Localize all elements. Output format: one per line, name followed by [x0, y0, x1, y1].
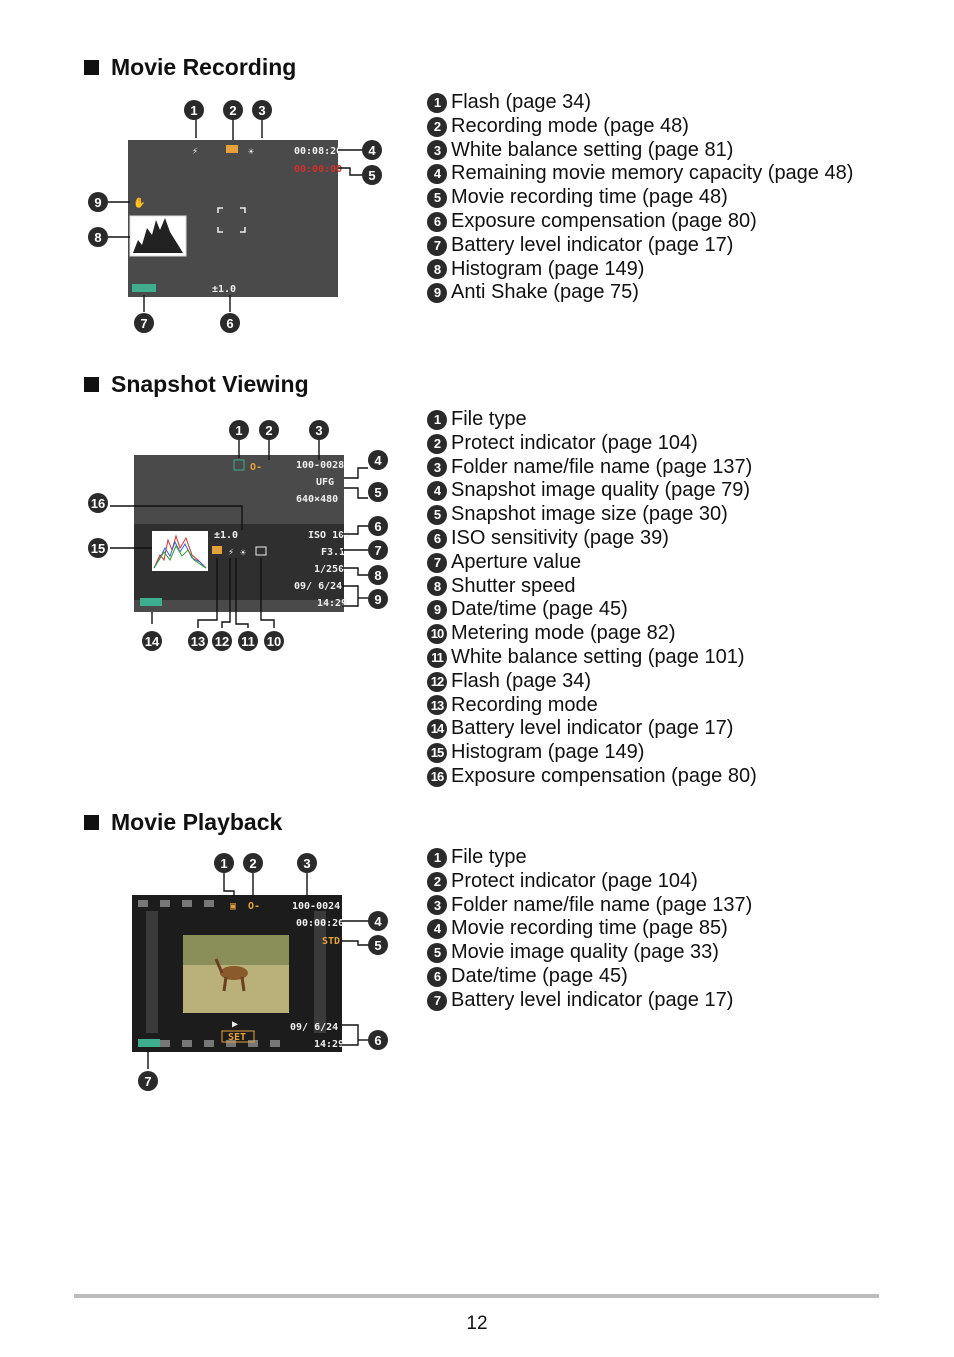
svg-text:6: 6 — [226, 316, 234, 331]
svg-text:13: 13 — [190, 634, 206, 649]
protect-key-icon: O- — [248, 901, 261, 912]
movie-mode-icon — [226, 145, 238, 153]
legend-item — [427, 162, 853, 186]
callout-7 — [368, 540, 388, 560]
legend-text: Folder name/file name (page 137) — [451, 455, 753, 478]
snapshot-viewing-diagram — [80, 410, 410, 660]
movie-type-icon: ▣ — [230, 901, 237, 912]
legend-item — [427, 479, 757, 503]
svg-text:6: 6 — [374, 519, 382, 534]
exposure-compensation: ±1.0 — [214, 530, 239, 541]
number-badge: 9 — [427, 283, 447, 303]
svg-text:15: 15 — [90, 541, 106, 556]
legend-text: Battery level indicator (page 17) — [451, 988, 734, 1011]
legend-snapshot-viewing — [427, 408, 757, 789]
page-number: 12 — [466, 1313, 488, 1334]
time-value: 14:29 — [317, 598, 348, 609]
legend-item — [427, 139, 853, 163]
legend-text: White balance setting (page 101) — [451, 645, 745, 668]
svg-text:9: 9 — [94, 195, 102, 210]
svg-text:2: 2 — [229, 103, 237, 118]
flash-icon: ⚡ — [192, 146, 199, 157]
svg-text:11: 11 — [241, 634, 255, 649]
callout-6 — [368, 516, 388, 536]
number-badge: 15 — [427, 743, 447, 763]
legend-item — [427, 765, 757, 789]
callout-16 — [88, 493, 108, 513]
legend-text: Histogram (page 149) — [451, 741, 645, 764]
legend-item — [427, 941, 752, 965]
legend-text: Shutter speed — [451, 574, 576, 597]
svg-text:1: 1 — [220, 856, 228, 871]
shutter-speed: 1/250 — [314, 564, 345, 575]
callout-13 — [188, 631, 208, 651]
svg-text:4: 4 — [374, 453, 382, 468]
number-badge: 6 — [427, 212, 447, 232]
legend-item — [427, 846, 752, 870]
image-size: 640×480 — [296, 494, 339, 505]
section-title-movie-playback — [84, 809, 282, 836]
svg-text:9: 9 — [374, 592, 382, 607]
movie-quality: STD — [322, 936, 341, 947]
legend-text: Movie recording time (page 85) — [451, 917, 728, 940]
svg-text:8: 8 — [94, 230, 102, 245]
date-value: 09/ 6/24 — [294, 581, 343, 592]
callout-3 — [252, 100, 272, 120]
image-quality: UFG — [316, 477, 335, 488]
section-title-text: Movie Recording — [111, 54, 297, 80]
legend-item — [427, 894, 752, 918]
white-balance-icon: ☀ — [248, 147, 255, 158]
svg-text:2: 2 — [249, 856, 257, 871]
number-badge: 5 — [427, 505, 447, 525]
callout-3 — [309, 420, 329, 440]
legend-item — [427, 551, 757, 575]
number-badge: 6 — [427, 529, 447, 549]
legend-item — [427, 527, 757, 551]
svg-text:1: 1 — [235, 423, 243, 438]
square-bullet-icon — [84, 377, 99, 392]
number-badge: 3 — [427, 140, 447, 160]
number-badge: 10 — [427, 624, 447, 644]
aperture-value: F3.1 — [321, 547, 346, 558]
number-badge: 4 — [427, 481, 447, 501]
legend-text: White balance setting (page 81) — [451, 138, 734, 161]
callout-1 — [229, 420, 249, 440]
svg-text:2: 2 — [265, 423, 273, 438]
callout-11 — [238, 631, 258, 651]
svg-text:5: 5 — [374, 938, 382, 953]
callout-9 — [368, 589, 388, 609]
callout-2 — [243, 853, 263, 873]
anti-shake-icon: ✋ — [133, 198, 146, 209]
iso-value: ISO 100 — [308, 530, 351, 541]
callout-10 — [264, 631, 284, 651]
play-icon: ▶ — [232, 1019, 239, 1030]
svg-text:12: 12 — [214, 634, 230, 649]
callout-5 — [362, 165, 382, 185]
number-badge: 1 — [427, 848, 447, 868]
legend-item — [427, 646, 757, 670]
legend-item — [427, 258, 853, 282]
svg-text:4: 4 — [368, 143, 376, 158]
number-badge: 8 — [427, 576, 447, 596]
deer-shape — [220, 966, 248, 980]
svg-text:8: 8 — [374, 568, 382, 583]
time-value: 14:29 — [314, 1039, 345, 1050]
legend-text: Date/time (page 45) — [451, 598, 628, 621]
callout-4 — [368, 911, 388, 931]
set-label: SET — [228, 1032, 247, 1043]
legend-text: Snapshot image quality (page 79) — [451, 479, 751, 502]
film-frame-left — [146, 911, 158, 1033]
number-badge: 16 — [427, 767, 447, 787]
callout-8 — [88, 227, 108, 247]
remaining-capacity: 00:08:20 — [294, 146, 343, 157]
number-badge: 2 — [427, 872, 447, 892]
legend-movie-recording — [427, 91, 853, 305]
svg-text:7: 7 — [374, 543, 382, 558]
legend-item — [427, 965, 752, 989]
legend-movie-playback — [427, 846, 752, 1013]
legend-item — [427, 741, 757, 765]
legend-text: Exposure compensation (page 80) — [451, 764, 757, 787]
number-badge: 1 — [427, 93, 447, 113]
movie-recording-time: 00:00:20 — [296, 918, 345, 929]
section-title-snapshot-viewing — [84, 371, 309, 398]
file-name: 100-0024 — [292, 901, 341, 912]
number-badge: 11 — [427, 648, 447, 668]
number-badge: 7 — [427, 553, 447, 573]
legend-text: Exposure compensation (page 80) — [451, 209, 757, 232]
callout-9 — [88, 192, 108, 212]
legend-text: ISO sensitivity (page 39) — [451, 526, 669, 549]
callout-6 — [220, 313, 240, 333]
legend-text: Movie recording time (page 48) — [451, 186, 728, 209]
legend-item — [427, 456, 757, 480]
square-bullet-icon — [84, 815, 99, 830]
legend-item — [427, 717, 757, 741]
footer-rule — [74, 1294, 879, 1298]
section-title-text: Movie Playback — [111, 809, 283, 835]
legend-text: Folder name/file name (page 137) — [451, 893, 753, 916]
svg-text:1: 1 — [190, 103, 198, 118]
callout-5 — [368, 935, 388, 955]
svg-text:4: 4 — [374, 914, 382, 929]
section-title-text: Snapshot Viewing — [111, 371, 309, 397]
svg-text:16: 16 — [90, 496, 106, 511]
legend-item — [427, 575, 757, 599]
battery-icon — [138, 1039, 160, 1047]
number-badge: 6 — [427, 967, 447, 987]
protect-key-icon: O- — [250, 462, 263, 473]
legend-text: Date/time (page 45) — [451, 964, 628, 987]
legend-text: Metering mode (page 82) — [451, 622, 676, 645]
number-badge: 3 — [427, 457, 447, 477]
svg-text:3: 3 — [258, 103, 266, 118]
svg-text:5: 5 — [368, 168, 376, 183]
legend-item — [427, 210, 853, 234]
number-badge: 5 — [427, 188, 447, 208]
svg-text:3: 3 — [303, 856, 311, 871]
square-bullet-icon — [84, 60, 99, 75]
callout-15 — [88, 538, 108, 558]
legend-item — [427, 281, 853, 305]
number-badge: 5 — [427, 943, 447, 963]
number-badge: 8 — [427, 259, 447, 279]
callout-1 — [184, 100, 204, 120]
legend-text: Movie image quality (page 33) — [451, 941, 719, 964]
flash-icon: ⚡ — [228, 547, 235, 558]
number-badge: 9 — [427, 600, 447, 620]
legend-text: Snapshot image size (page 30) — [451, 503, 728, 526]
legend-item — [427, 186, 853, 210]
number-badge: 4 — [427, 919, 447, 939]
legend-text: Anti Shake (page 75) — [451, 281, 639, 304]
recording-time: 00:00:00 — [294, 164, 343, 175]
callout-8 — [368, 565, 388, 585]
legend-text: Battery level indicator (page 17) — [451, 233, 734, 256]
number-badge: 7 — [427, 236, 447, 256]
callout-7 — [134, 313, 154, 333]
legend-text: Battery level indicator (page 17) — [451, 717, 734, 740]
callout-5 — [368, 482, 388, 502]
legend-text: Recording mode (page 48) — [451, 114, 689, 137]
callout-2 — [259, 420, 279, 440]
legend-item — [427, 622, 757, 646]
legend-item — [427, 503, 757, 527]
movie-playback-diagram — [80, 845, 410, 1095]
battery-icon — [132, 284, 156, 292]
legend-item — [427, 917, 752, 941]
legend-item — [427, 91, 853, 115]
number-badge: 7 — [427, 991, 447, 1011]
legend-item — [427, 989, 752, 1013]
svg-text:6: 6 — [374, 1033, 382, 1048]
legend-text: Protect indicator (page 104) — [451, 431, 698, 454]
legend-item — [427, 408, 757, 432]
legend-text: Flash (page 34) — [451, 669, 592, 692]
callout-12 — [212, 631, 232, 651]
number-badge: 1 — [427, 410, 447, 430]
thumbnail-background — [183, 935, 289, 965]
movie-recording-diagram — [80, 90, 410, 340]
exposure-compensation: ±1.0 — [212, 284, 237, 295]
legend-item — [427, 598, 757, 622]
svg-text:10: 10 — [266, 634, 282, 649]
legend-text: Histogram (page 149) — [451, 257, 645, 280]
callout-7 — [138, 1071, 158, 1091]
callout-2 — [223, 100, 243, 120]
callout-4 — [368, 450, 388, 470]
svg-text:7: 7 — [140, 316, 148, 331]
svg-text:5: 5 — [374, 485, 382, 500]
number-badge: 13 — [427, 695, 447, 715]
callout-6 — [368, 1030, 388, 1050]
callout-1 — [214, 853, 234, 873]
number-badge: 2 — [427, 434, 447, 454]
legend-text: Recording mode — [451, 693, 598, 716]
legend-item — [427, 694, 757, 718]
white-balance-icon: ☀ — [240, 548, 247, 559]
film-frame-right — [314, 911, 326, 1033]
date-value: 09/ 6/24 — [290, 1022, 339, 1033]
legend-item — [427, 234, 853, 258]
file-name: 100-0028 — [296, 460, 345, 471]
legend-item — [427, 115, 853, 139]
callout-4 — [362, 140, 382, 160]
legend-item — [427, 870, 752, 894]
legend-item — [427, 670, 757, 694]
number-badge: 3 — [427, 895, 447, 915]
svg-text:3: 3 — [315, 423, 323, 438]
legend-text: Aperture value — [451, 550, 582, 573]
legend-text: Remaining movie memory capacity (page 48) — [451, 162, 854, 185]
legend-text: Protect indicator (page 104) — [451, 869, 698, 892]
callout-14 — [142, 631, 162, 651]
svg-text:14: 14 — [144, 634, 160, 649]
number-badge: 12 — [427, 672, 447, 692]
legend-text: File type — [451, 408, 527, 430]
number-badge: 2 — [427, 117, 447, 137]
svg-text:7: 7 — [144, 1074, 152, 1089]
battery-icon — [140, 598, 162, 606]
legend-text: Flash (page 34) — [451, 91, 592, 113]
number-badge: 4 — [427, 164, 447, 184]
section-title-movie-recording — [84, 54, 296, 81]
legend-text: File type — [451, 846, 527, 868]
callout-3 — [297, 853, 317, 873]
legend-item — [427, 432, 757, 456]
recording-mode-icon — [212, 546, 222, 554]
number-badge: 14 — [427, 719, 447, 739]
